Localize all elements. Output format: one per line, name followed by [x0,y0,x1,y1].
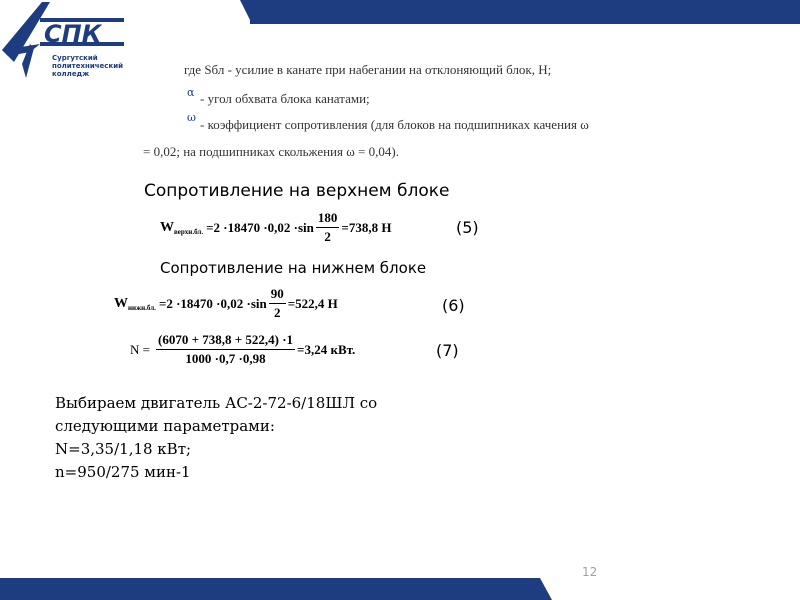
lower-block-heading: Сопротивление на нижнем блоке [160,259,427,277]
formula-lower-fraction [269,286,286,321]
formula-power-num: (6070 + 738,8 + 522,4) ·1 [156,332,295,350]
upper-block-heading: Сопротивление на верхнем блоке [144,181,450,201]
formula-lower-sub: нижн.бл. [128,303,156,312]
eq-number-5: (5) [456,218,479,237]
formula-power [130,332,355,367]
scan-line-3: - коэффициент сопротивления (для блоков на подшипниках качения ω [200,117,589,132]
formula-upper-den: 2 [324,229,331,244]
logo-brand: СПК [44,20,102,48]
motor-line-1: Выбираем двигатель АС-2-72-6/18ШЛ со [55,394,378,412]
college-logo [0,0,140,90]
omega-symbol: ω [187,111,196,124]
formula-lower-num: 90 [269,286,286,304]
formula-upper [160,210,391,245]
scan-line-4: = 0,02; на подшипниках скольжения ω = 0,04). [143,144,399,159]
formula-upper-num: 180 [316,210,340,228]
logo-line-3: колледж [52,70,90,78]
formula-lower-left: =2 ·18470 ·0,02 ·sin [158,295,267,311]
formula-upper-fraction [316,210,340,245]
motor-line-4: n=950/275 мин-1 [55,463,191,481]
formula-power-right: =3,24 кВт. [297,341,356,357]
formula-power-fraction [156,332,295,367]
motor-line-3: N=3,35/1,18 кВт; [55,440,192,458]
formula-upper-w: W [160,219,174,235]
formula-lower-w: W [114,295,128,311]
formula-upper-sub: верхн.бл. [174,227,204,236]
scan-line-1: где Sбл - усилие в канате при набегании на отклоняющий блок, Н; [184,62,552,77]
formula-lower-den: 2 [274,305,281,320]
eq-number-7: (7) [436,341,459,360]
logo-line-2: политехнический [52,62,124,70]
formula-lower-right: =522,4 Н [287,295,338,311]
alpha-symbol: α [187,86,195,99]
formula-upper-right: =738,8 Н [341,219,392,235]
footer-bar-slant [540,578,552,600]
scan-line-2: - угол обхвата блока канатами; [200,91,370,106]
formula-lower [114,286,338,321]
logo-line-1: Сургутский [52,54,98,62]
page-number: 12 [582,565,598,579]
formula-power-lhs: N = [130,341,150,357]
formula-upper-left: =2 ·18470 ·0,02 ·sin [206,219,314,235]
footer-bar [0,578,540,600]
motor-selection [55,392,377,484]
header-bar [250,0,800,24]
eq-number-6: (6) [442,296,465,315]
motor-line-2: следующими параметрами: [55,417,275,435]
formula-power-den: 1000 ·0,7 ·0,98 [185,351,266,366]
